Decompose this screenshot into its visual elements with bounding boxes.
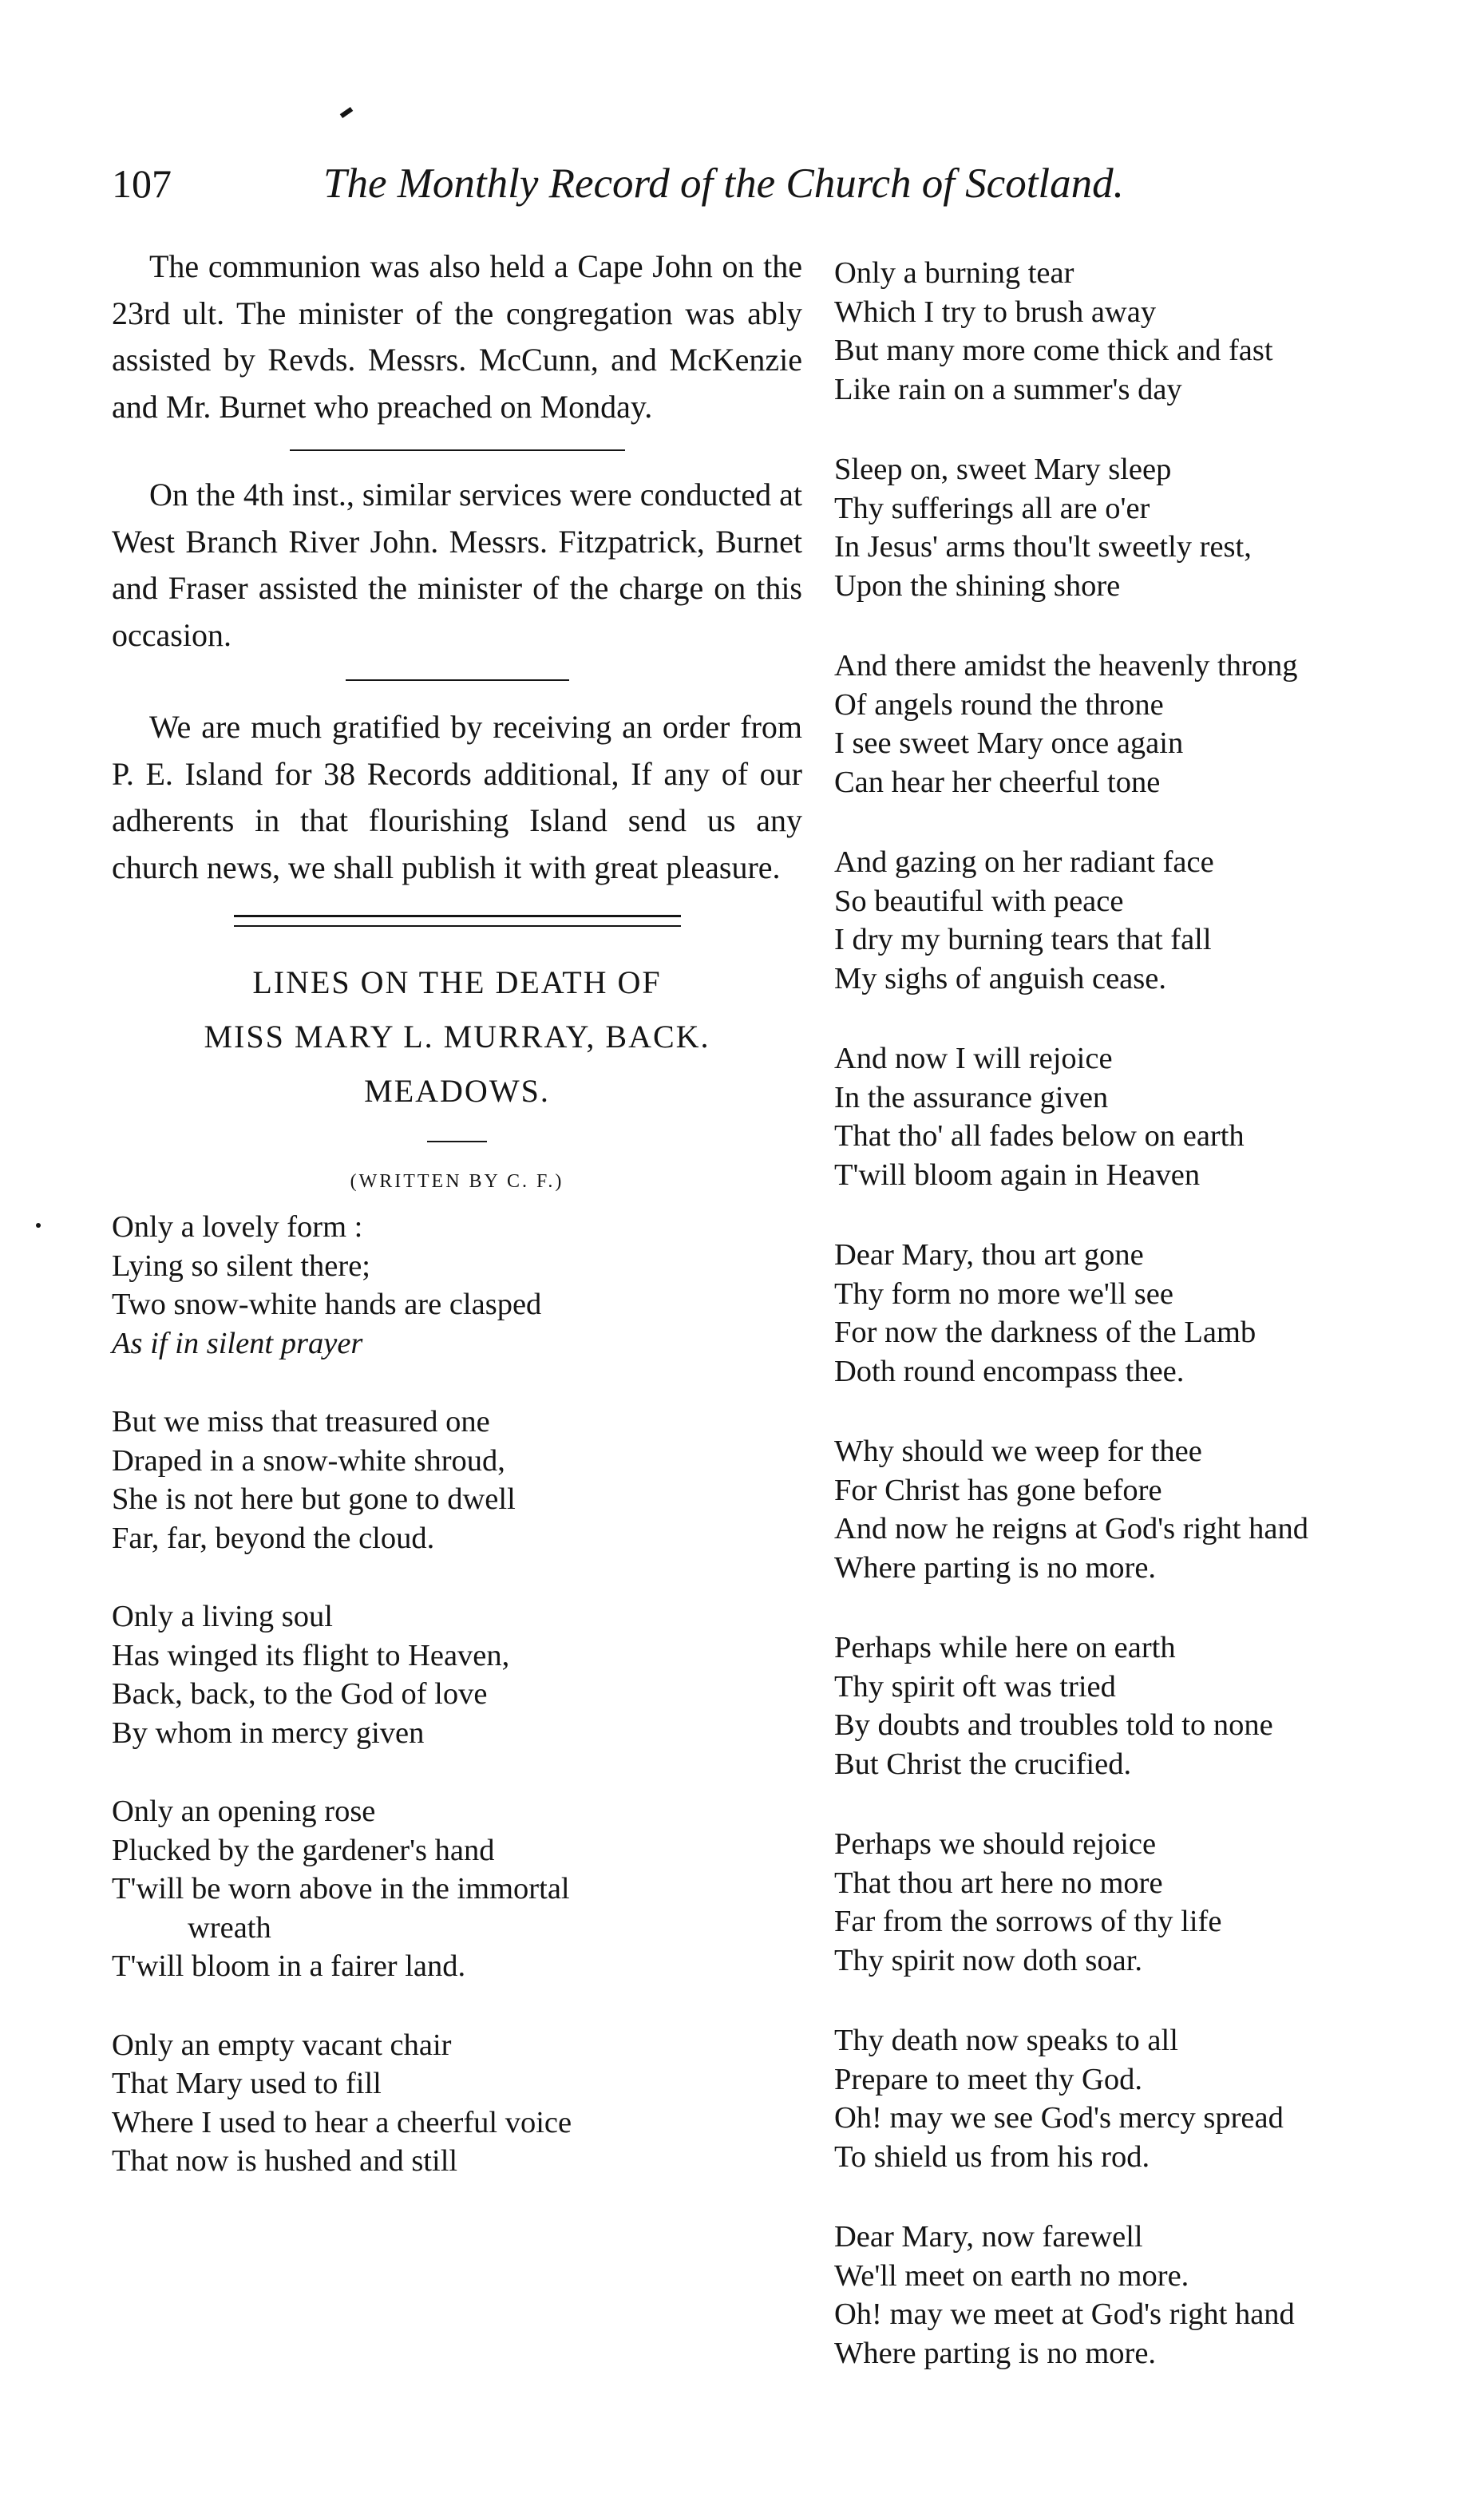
- stanza: [834, 843, 1465, 998]
- verse-line: Oh! may we meet at God's right hand: [834, 2297, 1295, 2331]
- verse-line: Draped in a snow-white shroud,: [112, 1443, 505, 1478]
- verse-line: Upon the shining shore: [834, 568, 1121, 603]
- verse-line: Lying so silent there;: [112, 1249, 370, 1283]
- verse-line: That now is hushed and still: [112, 2144, 458, 2178]
- verse-line: Only a living soul: [112, 1600, 333, 1633]
- stanza: [112, 1792, 802, 1986]
- poem-title-line: MEADOWS.: [364, 1073, 550, 1109]
- verse-line: And there amidst the heavenly throng: [834, 649, 1298, 683]
- verse-line: Where parting is no more.: [834, 1550, 1157, 1585]
- verse-line: T'will bloom in a fairer land.: [112, 1949, 466, 1983]
- verse-line: She is not here but gone to dwell: [112, 1482, 516, 1516]
- verse-line: That Mary used to fill: [112, 2067, 382, 2100]
- stanza: [834, 450, 1465, 605]
- verse-line: That thou art here no more: [834, 1866, 1163, 1900]
- left-column: [112, 243, 802, 2181]
- verse-line: For now the darkness of the Lamb: [834, 1316, 1256, 1349]
- verse-line: Thy spirit now doth soar.: [834, 1943, 1143, 1977]
- poem-title-line: LINES ON THE DEATH OF: [252, 964, 662, 1000]
- verse-line: Sleep on, sweet Mary sleep: [834, 453, 1172, 486]
- verse-line: That tho' all fades below on earth: [834, 1119, 1245, 1153]
- verse-line: Which I try to brush away: [834, 295, 1157, 329]
- verse-line: Perhaps we should rejoice: [834, 1827, 1157, 1861]
- verse-line: Prepare to meet thy God.: [834, 2062, 1142, 2096]
- poem-byline: (WRITTEN BY C. F.): [350, 1171, 564, 1192]
- verse-line: In Jesus' arms thou'lt sweetly rest,: [834, 530, 1252, 564]
- verse-line: Back, back, to the God of love: [112, 1677, 488, 1711]
- verse-line: Why should we weep for thee: [834, 1435, 1202, 1468]
- verse-line: Where I used to hear a cheerful voice: [112, 2105, 572, 2139]
- verse-line: We'll meet on earth no more.: [834, 2258, 1189, 2293]
- verse-line-continuation: wreath: [188, 1910, 271, 1945]
- verse-line: Thy spirit oft was tried: [834, 1669, 1116, 1704]
- verse-line: And now I will rejoice: [834, 1042, 1113, 1075]
- verse-line: Two snow-white hands are clasped: [112, 1288, 542, 1321]
- stanza: [834, 2218, 1465, 2373]
- verse-line: My sighs of anguish cease.: [834, 961, 1166, 995]
- verse-line: But we miss that treasured one: [112, 1405, 490, 1439]
- verse-line: Has winged its flight to Heaven,: [112, 1638, 510, 1672]
- verse-line: Thy sufferings all are o'er: [834, 491, 1150, 525]
- verse-line: Where parting is no more.: [834, 2336, 1157, 2370]
- verse-line: Thy death now speaks to all: [834, 2024, 1178, 2057]
- verse-line: Only an empty vacant chair: [112, 2028, 452, 2062]
- news-paragraph-pe-island: We are much gratified by receiving an order from P. E. Island for 38 Records additional, If any of our adherents in that flourishing Island send us any church news, we shall publish it with great pleasure.: [112, 709, 802, 885]
- stanza: [834, 2021, 1465, 2176]
- verse-line: For Christ has gone before: [834, 1473, 1162, 1507]
- verse-line: Oh! may we see God's mercy spread: [834, 2101, 1284, 2135]
- verse-line: I dry my burning tears that fall: [834, 923, 1212, 956]
- margin-ink-dot: [36, 1223, 41, 1228]
- stanza: [112, 1597, 802, 1752]
- verse-line: And now he reigns at God's right hand: [834, 1512, 1308, 1545]
- title-rule: [427, 1141, 487, 1142]
- verse-line: Like rain on a summer's day: [834, 372, 1182, 406]
- verse-line: Only a lovely form :: [112, 1210, 363, 1244]
- verse-line: Plucked by the gardener's hand: [112, 1833, 495, 1867]
- verse-line: By doubts and troubles told to none: [834, 1708, 1273, 1742]
- stanza: [834, 1236, 1465, 1391]
- stanza: [834, 647, 1465, 801]
- section-divider: [346, 679, 569, 681]
- stanza: [112, 2026, 802, 2181]
- verse-line: Can hear her cheerful tone: [834, 765, 1161, 799]
- section-divider: [290, 449, 625, 451]
- verse-line: Dear Mary, thou art gone: [834, 1238, 1144, 1272]
- stanza: [834, 254, 1465, 409]
- stanza: [834, 1432, 1465, 1587]
- stanza: [834, 1039, 1465, 1194]
- ornamental-rule: [234, 915, 681, 927]
- verse-line: And gazing on her radiant face: [834, 845, 1214, 879]
- verse-line: So beautiful with peace: [834, 884, 1124, 918]
- stanza: [112, 1403, 802, 1557]
- stanza: [834, 1825, 1465, 1980]
- news-paragraph-west-branch: On the 4th inst., similar services were conducted at West Branch River John. Messrs. Fitzpatrick, Burnet and Fraser assisted the minister of the charge on this occasion.: [112, 477, 802, 653]
- verse-line: In the assurance given: [834, 1080, 1109, 1114]
- poem-title-line: MISS MARY L. MURRAY, BACK.: [204, 1019, 710, 1055]
- verse-line: By whom in mercy given: [112, 1716, 425, 1750]
- verse-line: Far from the sorrows of thy life: [834, 1905, 1222, 1938]
- stray-ink-mark: [340, 107, 354, 118]
- verse-line: I see sweet Mary once again: [834, 726, 1184, 760]
- news-paragraph-cape-john: The communion was also held a Cape John on the 23rd ult. The minister of the congregation was ably assisted by Revds. Messrs. McCunn, and McKenzie and Mr. Burnet who preached on Monday.: [112, 248, 802, 425]
- verse-line: As if in silent prayer: [112, 1326, 363, 1360]
- verse-line: Doth round encompass thee.: [834, 1354, 1185, 1388]
- page-number: 107: [112, 161, 172, 206]
- running-title: The Monthly Record of the Church of Scotland.: [323, 160, 1124, 207]
- right-column: [834, 254, 1465, 2373]
- verse-line: Of angels round the throne: [834, 687, 1164, 722]
- verse-line: To shield us from his rod.: [834, 2139, 1150, 2174]
- stanza: [112, 1208, 802, 1363]
- page-header: [112, 160, 1325, 224]
- verse-line: T'will bloom again in Heaven: [834, 1158, 1201, 1192]
- verse-line: Dear Mary, now farewell: [834, 2220, 1143, 2254]
- verse-line: Thy form no more we'll see: [834, 1276, 1173, 1311]
- verse-line: Only a burning tear: [834, 256, 1074, 290]
- verse-line: Far, far, beyond the cloud.: [112, 1521, 435, 1555]
- verse-line: T'will be worn above in the immortal: [112, 1872, 570, 1906]
- stanza: [834, 1629, 1465, 1783]
- verse-line: Perhaps while here on earth: [834, 1631, 1176, 1664]
- verse-line: But many more come thick and fast: [834, 334, 1273, 367]
- verse-line: But Christ the crucified.: [834, 1747, 1132, 1781]
- verse-line: Only an opening rose: [112, 1795, 376, 1828]
